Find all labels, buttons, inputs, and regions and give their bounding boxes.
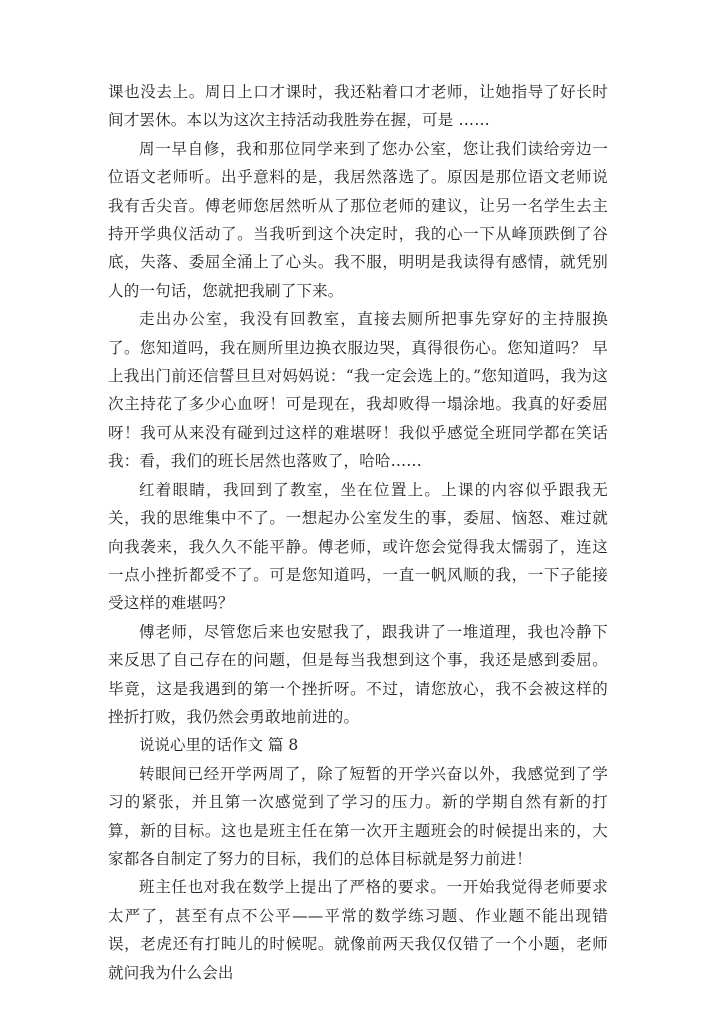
paragraph-4: 红着眼睛，我回到了教室，坐在位置上。上课的内容似乎跟我无关，我的思维集中不了。一想起办公室发生的事，委屈、恼怒、难过就向我袭来，我久久不能平静。傅老师，或许您会觉得我太懦弱了，连这一点小挫折都受不了。可是您知道吗，一直一帆风顺的我，一下子能接受这样的难堪吗？ <box>108 480 608 613</box>
paragraph-2: 周一早自修，我和那位同学来到了您办公室，您让我们读给旁边一位语文老师听。出乎意料的是，我居然落选了。原因是那位语文老师说我有舌尖音。傅老师您居然听从了那位老师的建议，让另一名学生去主持开学典仪活动了。当我听到这个决定时，我的心一下从峰顶跌倒了谷底，失落、委屈全涌上了心头。我不服，明明是我读得有感情，就凭别人的一句话，您就把我刷了下来。 <box>108 139 608 300</box>
paragraph-7: 班主任也对我在数学上提出了严格的要求。一开始我觉得老师要求太严了，甚至有点不公平——平常的数学练习题、作业题不能出现错误，老虎还有打盹儿的时候呢。就像前两天我仅仅错了一个小题，老师就问我为什么会出 <box>108 878 608 982</box>
paragraph-3: 走出办公室，我没有回教室，直接去厕所把事先穿好的主持服换了。您知道吗，我在厕所里边换衣服边哭，真得很伤心。您知道吗？ 早上我出门前还信誓旦旦对妈妈说：“我一定会选上的。”您知道吗，我为这次主持花了多少心血呀！可是现在，我却败得一塌涂地。我真的好委屈呀！我可从来没有碰到过这样的难堪呀！我似乎感觉全班同学都在笑话我：看，我们的班长居然也落败了，哈哈…… <box>108 310 608 471</box>
paragraph-1: 课也没去上。周日上口才课时，我还粘着口才老师，让她指导了好长时间才罢休。本以为这次主持活动我胜券在握，可是 …… <box>108 83 608 130</box>
paragraph-6: 转眼间已经开学两周了，除了短暂的开学兴奋以外，我感觉到了学习的紧张，并且第一次感觉到了学习的压力。新的学期自然有新的打算，新的目标。这也是班主任在第一次开主题班会的时候提出来的，大家都各自制定了努力的目标，我们的总体目标就是努力前进！ <box>108 764 608 868</box>
document-page <box>108 78 608 987</box>
section-heading: 说说心里的话作文 篇 8 <box>139 736 299 755</box>
paragraph-5: 傅老师，尽管您后来也安慰我了，跟我讲了一堆道理，我也冷静下来反思了自己存在的问题，但是每当我想到这个事，我还是感到委屈。毕竟，这是我遇到的第一个挫折呀。不过，请您放心，我不会被这样的挫折打败，我仍然会勇敢地前进的。 <box>108 622 608 726</box>
